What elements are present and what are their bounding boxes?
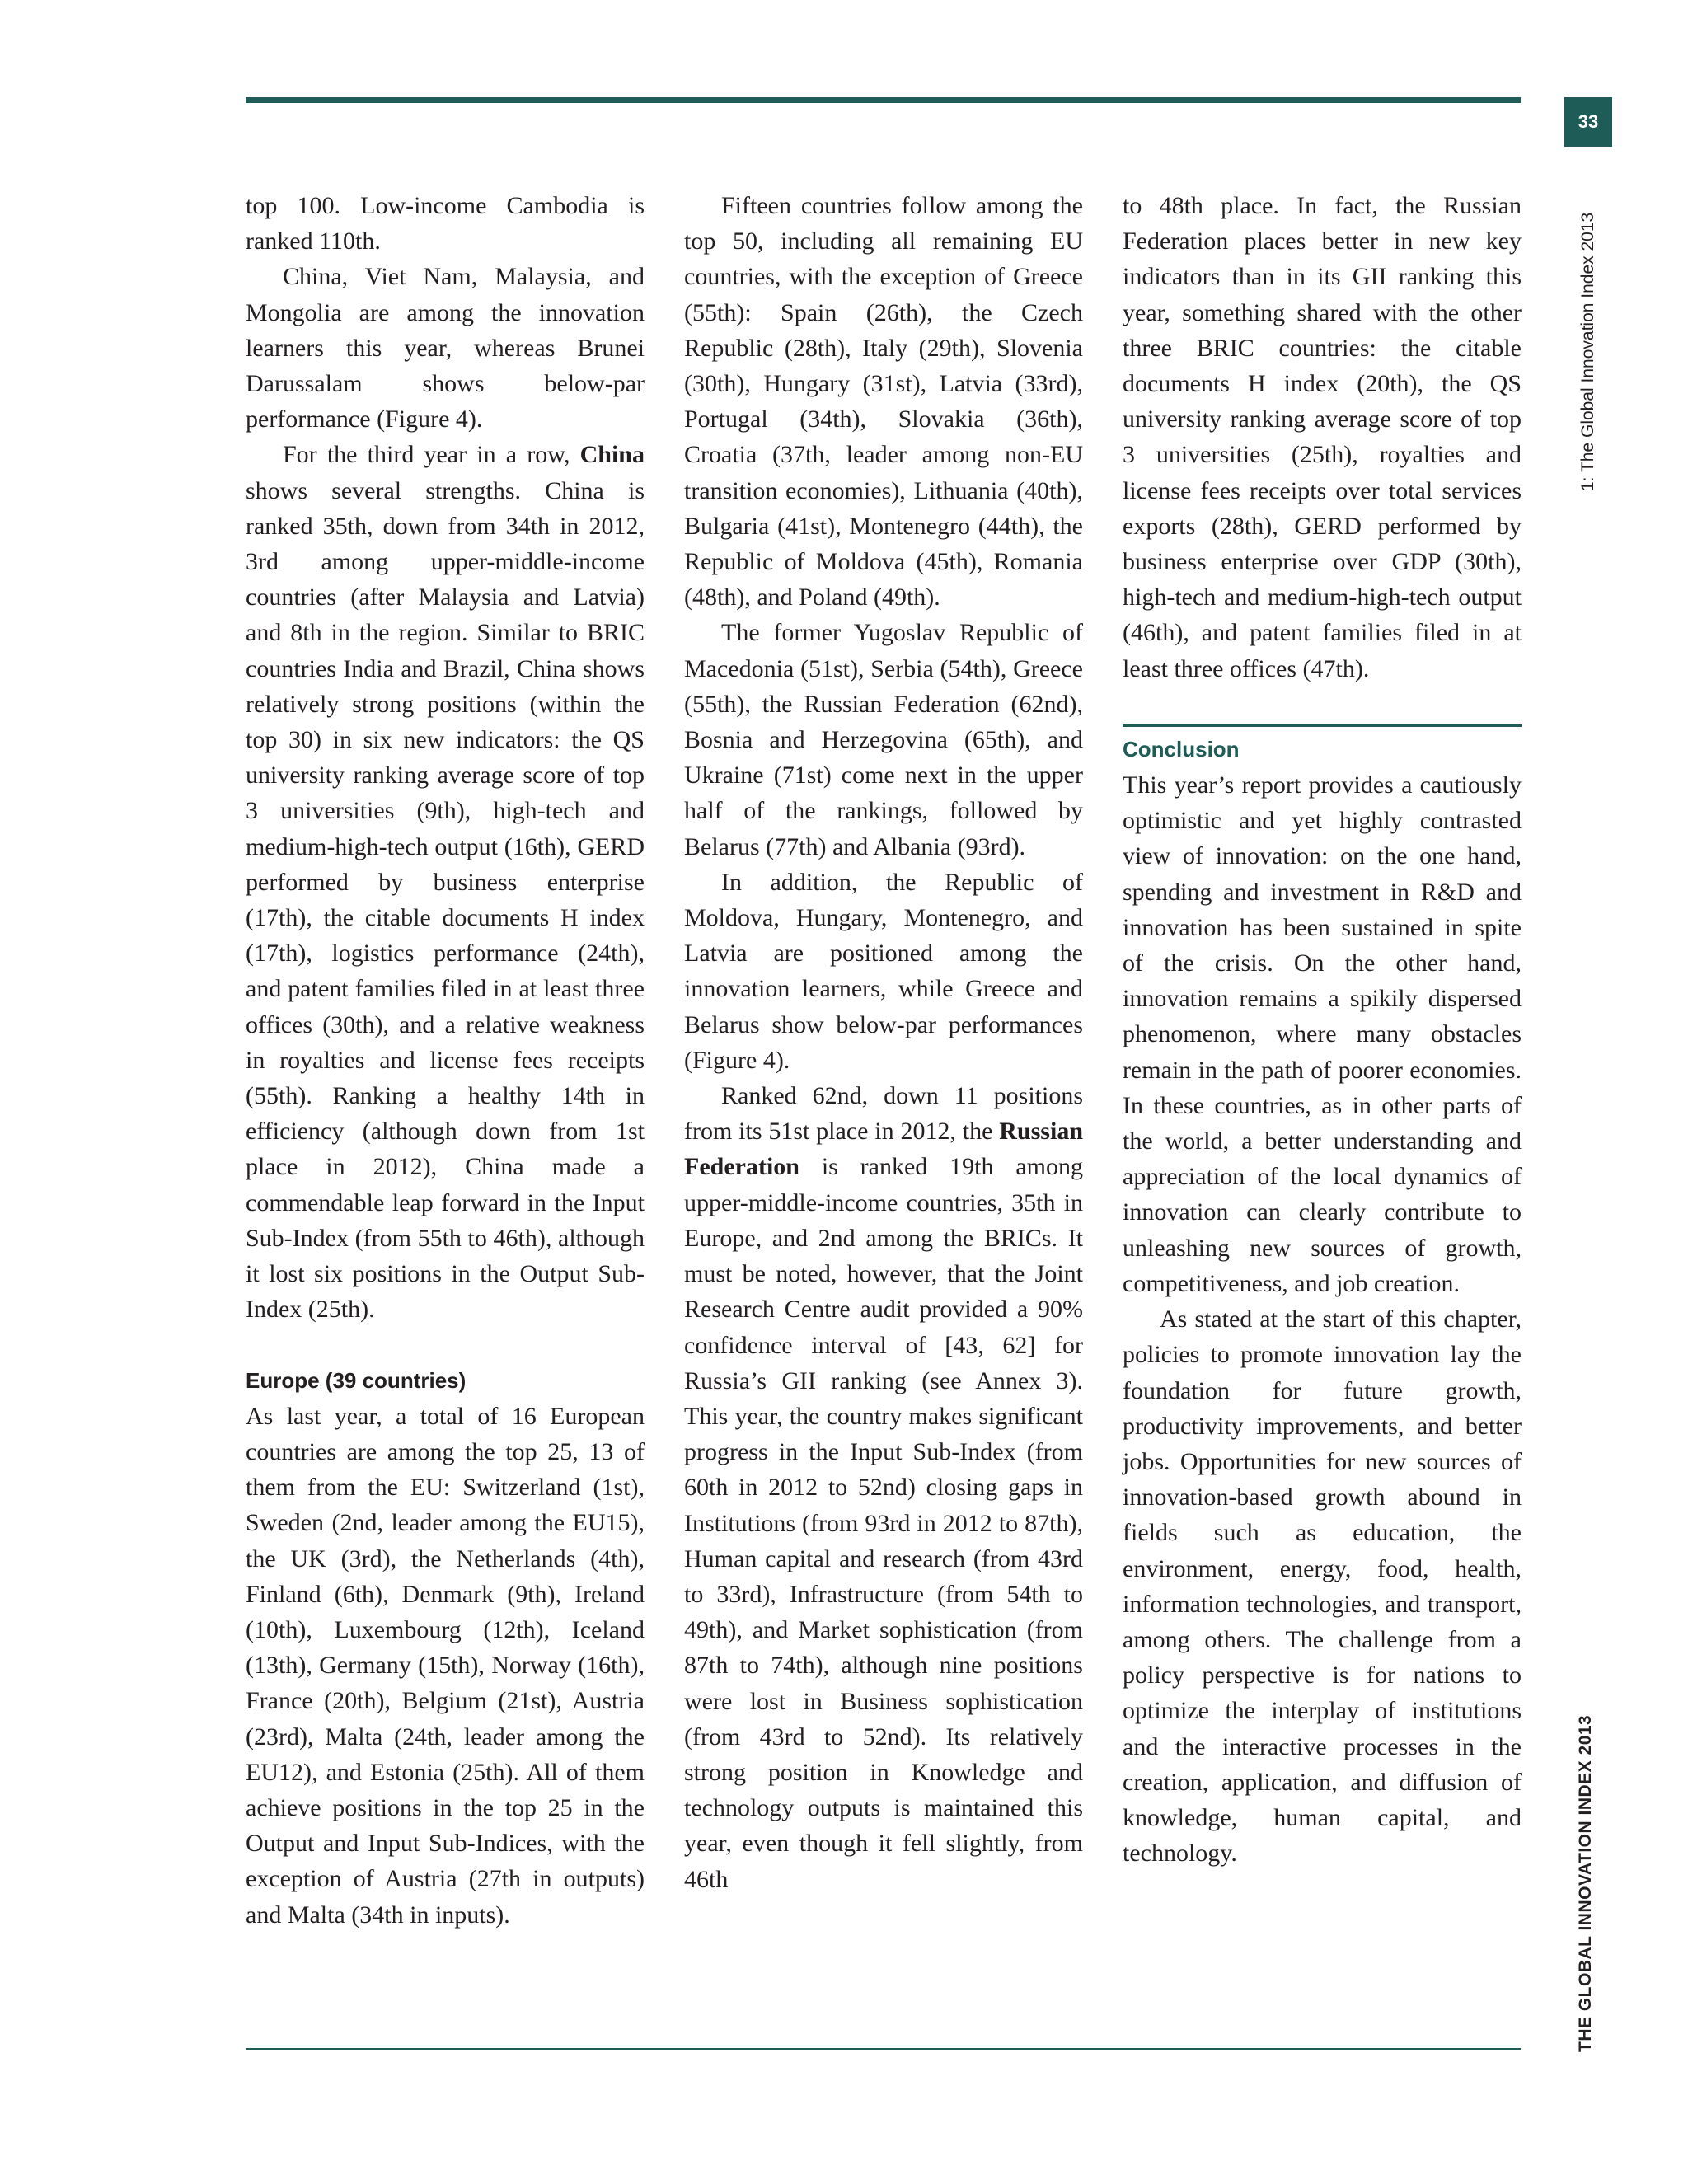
paragraph-lead: For the third year in a row, [283, 441, 580, 469]
paragraph-russia [684, 1078, 1083, 1897]
paragraph: This year’s report provides a cautiously optimistic and yet highly contrasted view of innovation: on the one hand, spending and investment in R&D and innovation has been sustained in spite of the crisis. On the other hand, innovation remains a spikily dispersed phenomenon, where many obstacles remain in the path of poorer economies. In these countries, as in other parts of the world, a better understanding and appreciation of the local dynamics of innovation can clearly contribute to unleashing new sources of growth, competitiveness, and job creation. [1123, 771, 1522, 1297]
paragraph: The former Yugoslav Republic of Macedonia (51st), Serbia (54th), Greece (55th), the Russian Federation (62nd), Bosnia and Herzegovina (65th), and Ukraine (71st) come next in the upper half of the rankings, followed by Belarus (77th) and Albania (93rd). [684, 619, 1083, 860]
paragraph-body: is ranked 19th among upper-middle-income countries, 35th in Europe, and 2nd among the BRICs. It must be noted, however, that the Joint Research Centre audit provided a 90% confidence interval of [43, 62] for Russia’s GII ranking (see Annex 3). This year, the country makes significant progress in the Input Sub-Index (from 60th in 2012 to 52nd) closing gaps in Institutions (from 93rd in 2012 to 87th), Human capital and research (from 43rd to 33rd), Infrastructure (from 54th to 49th), and Market sophistication (from 87th to 74th), although nine positions were lost in Business sophistication (from 43rd to 52nd). Its relatively strong position in Knowledge and technology outputs is maintained this year, even though it fell slightly, from 46th [684, 1153, 1083, 1893]
country-highlight-russia: Russian Federation [684, 1118, 1083, 1181]
section-heading-conclusion: Conclusion [1123, 736, 1240, 762]
section-rule [1123, 724, 1522, 727]
text-column-2 [684, 188, 1083, 1897]
paragraph: In addition, the Republic of Moldova, Hungary, Montenegro, and Latvia are positioned among the innovation learners, while Greece and Belarus show below-par performances (Figure 4). [684, 868, 1083, 1074]
page-number-badge [1564, 97, 1612, 147]
page-number: 33 [1578, 111, 1599, 132]
chapter-running-head: 1: The Global Innovation Index 2013 [1578, 212, 1597, 491]
paragraph: Fifteen countries follow among the top 50, including all remaining EU countries, with the exception of Greece (55th): Spain (26th), the Czech Republic (28th), Italy (29th), Slovenia (30th), Hungary (31st), Latvia (33rd), Portugal (34th), Slovakia (36th), Croatia (37th, leader among non-EU transition economies), Lithuania (40th), Bulgaria (41st), Montenegro (44th), the Republic of Moldova (45th), Romania (48th), and Poland (49th). [684, 192, 1083, 612]
paragraph: As last year, a total of 16 European countries are among the top 25, 13 of them from the EU: Switzerland (1st), Sweden (2nd, leader among the EU15), the UK (3rd), the Netherlands (4th), Finland (6th), Denmark (9th), Ireland (10th), Luxembourg (12th), Iceland (13th), Germany (15th), Norway (16th), France (20th), Belgium (21st), Austria (23rd), Malta (24th, leader among the EU12), and Estonia (25th). All of them achieve positions in the top 25 in the Output and Input Sub-Indices, with the exception of Austria (27th in outputs) and Malta (34th in inputs). [246, 1402, 645, 1929]
paragraph: China, Viet Nam, Malaysia, and Mongolia are among the innovation learners this year, whereas Brunei Darussalam shows below-par performance (Figure 4). [246, 263, 645, 434]
paragraph: top 100. Low-income Cambodia is ranked 110th. [246, 192, 645, 255]
footer-rule [246, 2048, 1521, 2050]
paragraph-body: shows several strengths. China is ranked 35th, down from 34th in 2012, 3rd among upper-middle-income countries (after Malaysia and Latvia) and 8th in the region. Similar to BRIC countries India and Brazil, China shows relatively strong positions (within the top 30) in six new indicators: the QS university ranking average score of top 3 universities (9th), high-tech and medium-high-tech output (16th), GERD performed by business enterprise (17th), the citable documents H index (17th), logistics performance (24th), and patent families filed in at least three offices (30th), and a relative weakness in royalties and license fees receipts (55th). Ranking a healthy 14th in efficiency (although down from 1st place in 2012), China made a commendable leap forward in the Input Sub-Index (from 55th to 46th), although it lost six positions in the Output Sub-Index (25th). [246, 476, 645, 1324]
report-running-title: THE GLOBAL INNOVATION INDEX 2013 [1576, 1714, 1595, 2052]
text-column-1 [246, 188, 645, 1933]
paragraph: As stated at the start of this chapter, policies to promote innovation lay the foundation for future growth, productivity improvements, and better jobs. Opportunities for new sources of innovation-based growth abound in fields such as education, the environment, energy, food, health, information technologies, and transport, among others. The challenge from a policy perspective is for nations to optimize the interplay of institutions and the interactive processes in the creation, application, and diffusion of knowledge, human capital, and technology. [1123, 1305, 1522, 1868]
country-highlight-china: China [579, 441, 645, 469]
header-rule [246, 97, 1521, 103]
section-heading-europe: Europe (39 countries) [246, 1367, 467, 1393]
text-column-3 [1123, 188, 1522, 1871]
paragraph: to 48th place. In fact, the Russian Federation places better in new key indicators than in its GII ranking this year, something shared with the other three BRIC countries: the citable documents H index (20th), the QS university ranking average score of top 3 universities (25th), royalties and license fees receipts over total services exports (28th), GERD performed by business enterprise over GDP (30th), high-tech and medium-high-tech output (46th), and patent families filed in at least three offices (47th). [1123, 192, 1522, 682]
paragraph-lead: Ranked 62nd, down 11 positions from its 51st place in 2012, the [684, 1082, 1083, 1146]
paragraph-china [246, 437, 645, 1327]
